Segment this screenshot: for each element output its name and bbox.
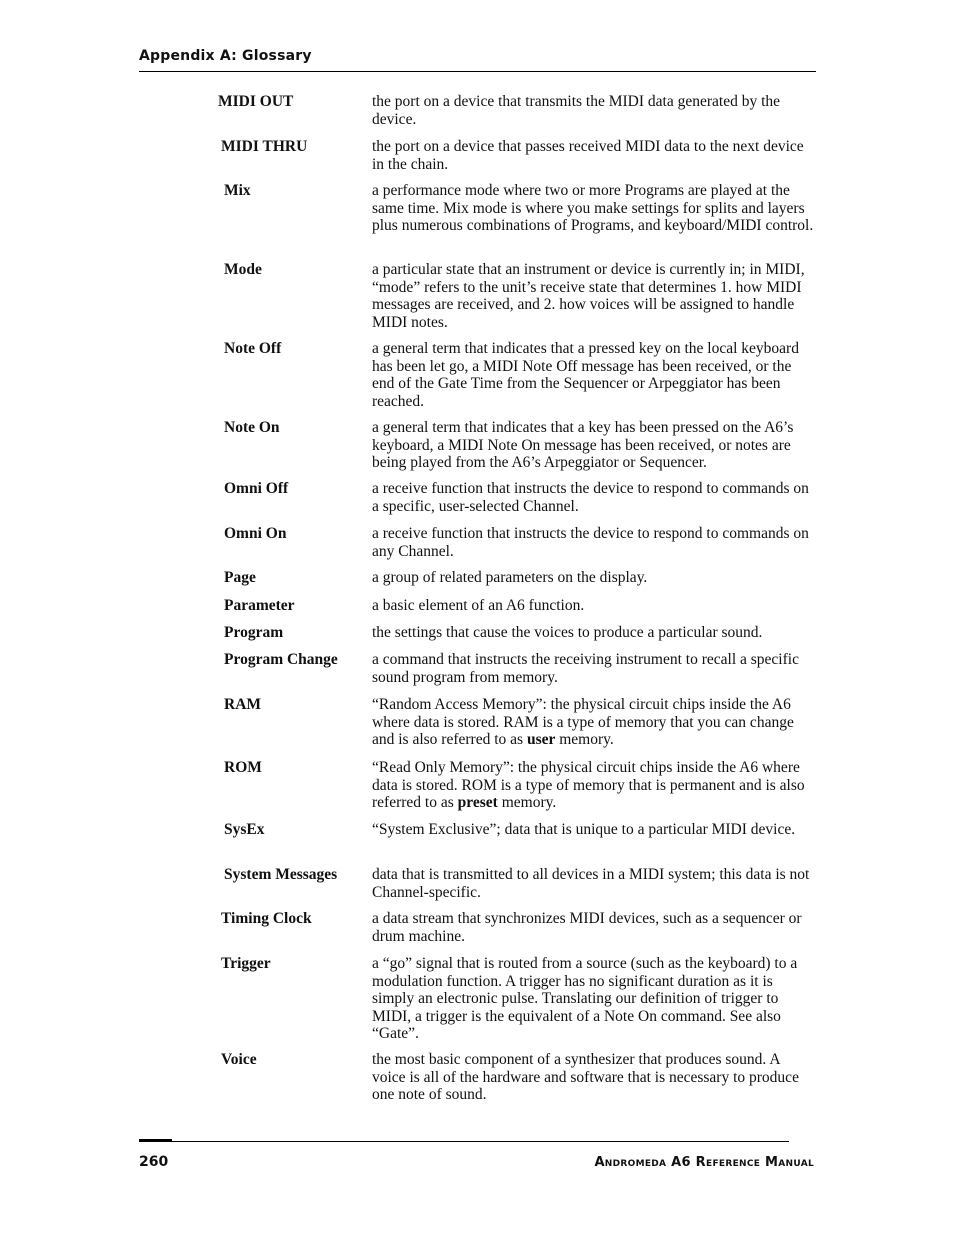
- definition-text: memory.: [555, 731, 614, 748]
- glossary-term: Omni Off: [224, 480, 289, 497]
- running-header: Appendix A: Glossary: [139, 48, 312, 64]
- glossary-term: Mix: [224, 182, 251, 199]
- glossary-term: Omni On: [224, 525, 287, 542]
- glossary-term: Program: [224, 624, 284, 641]
- glossary-definition: a particular state that an instrument or device is currently in; in MIDI, “mode” refers to the unit’s receive state that determines 1. how MIDI messages are received, and 2. how voices will be assigned to handle MIDI notes.: [372, 261, 805, 331]
- glossary-term: Program Change: [224, 651, 338, 668]
- page-number: 260: [139, 1154, 169, 1170]
- glossary-term: Note On: [224, 419, 280, 436]
- glossary-definition: a group of related parameters on the display.: [372, 569, 648, 586]
- glossary-definition: a performance mode where two or more Programs are played at the same time. Mix mode is where you make settings for splits and layers plus numerous combinations of Programs, and keyboard/MIDI control.: [372, 182, 814, 234]
- glossary-term: System Messages: [224, 866, 338, 883]
- glossary-term: Timing Clock: [221, 910, 312, 927]
- glossary-term: MIDI OUT: [218, 93, 294, 110]
- glossary-term: Trigger: [221, 955, 271, 972]
- running-footer-title: Andromeda A6 Reference Manual: [594, 1155, 814, 1170]
- glossary-definition: data that is transmitted to all devices in a MIDI system; this data is not Channel-specific.: [372, 866, 810, 901]
- header-rule: [139, 71, 816, 72]
- glossary-definition: a general term that indicates that a key has been pressed on the A6’s keyboard, a MIDI Note On message has been received, or notes are being played from the A6’s Arpeggiator or Sequencer.: [372, 419, 794, 471]
- glossary-definition: a receive function that instructs the device to respond to commands on any Channel.: [372, 525, 809, 560]
- glossary-definition: a command that instructs the receiving instrument to recall a specific sound program from memory.: [372, 651, 799, 686]
- glossary-term: SysEx: [224, 821, 265, 838]
- glossary-definition: the port on a device that passes received MIDI data to the next device in the chain.: [372, 138, 804, 173]
- definition-text: “Read Only Memory”: the physical circuit chips inside the A6 where data is stored. ROM is a type of memory that is permanent and is also referred to as: [372, 759, 805, 811]
- glossary-definition: a general term that indicates that a pressed key on the local keyboard has been let go, a MIDI Note Off message has been received, or the end of the Gate Time from the Sequencer or Arpeggiator has been reached.: [372, 340, 799, 410]
- glossary-term: Parameter: [224, 597, 295, 614]
- glossary-definition: the settings that cause the voices to produce a particular sound.: [372, 624, 763, 641]
- glossary-term: Page: [224, 569, 256, 586]
- glossary-definition: a data stream that synchronizes MIDI devices, such as a sequencer or drum machine.: [372, 910, 802, 945]
- glossary-term: ROM: [224, 759, 262, 776]
- glossary-term: Mode: [224, 261, 262, 278]
- glossary-definition: a “go” signal that is routed from a source (such as the keyboard) to a modulation function. A trigger has no significant duration as it is simply an electronic pulse. Translating our definition of trigger to MIDI, a trigger is the equivalent of a Note On command. See also “Gate”.: [372, 955, 798, 1042]
- glossary-term: RAM: [224, 696, 262, 713]
- glossary-term: MIDI THRU: [221, 138, 308, 155]
- definition-emphasis: user: [526, 731, 556, 748]
- glossary-term: Note Off: [224, 340, 282, 357]
- definition-emphasis: preset: [457, 794, 498, 811]
- definition-text: “Random Access Memory”: the physical circuit chips inside the A6 where data is stored. RAM is a type of memory that you can change and is also referred to as: [372, 696, 794, 748]
- glossary-definition: [372, 696, 817, 749]
- glossary-term: Voice: [221, 1051, 257, 1068]
- glossary-definition: a basic element of an A6 function.: [372, 597, 585, 614]
- glossary-definition: [372, 759, 817, 812]
- definition-text: memory.: [497, 794, 557, 811]
- footer-rule: [139, 1141, 789, 1142]
- glossary-definition: the port on a device that transmits the MIDI data generated by the device.: [372, 93, 781, 128]
- glossary-definition: “System Exclusive”; data that is unique to a particular MIDI device.: [372, 821, 796, 838]
- glossary-definition: a receive function that instructs the device to respond to commands on a specific, user-selected Channel.: [372, 480, 809, 515]
- glossary-definition: the most basic component of a synthesizer that produces sound. A voice is all of the hardware and software that is necessary to produce one note of sound.: [372, 1051, 799, 1103]
